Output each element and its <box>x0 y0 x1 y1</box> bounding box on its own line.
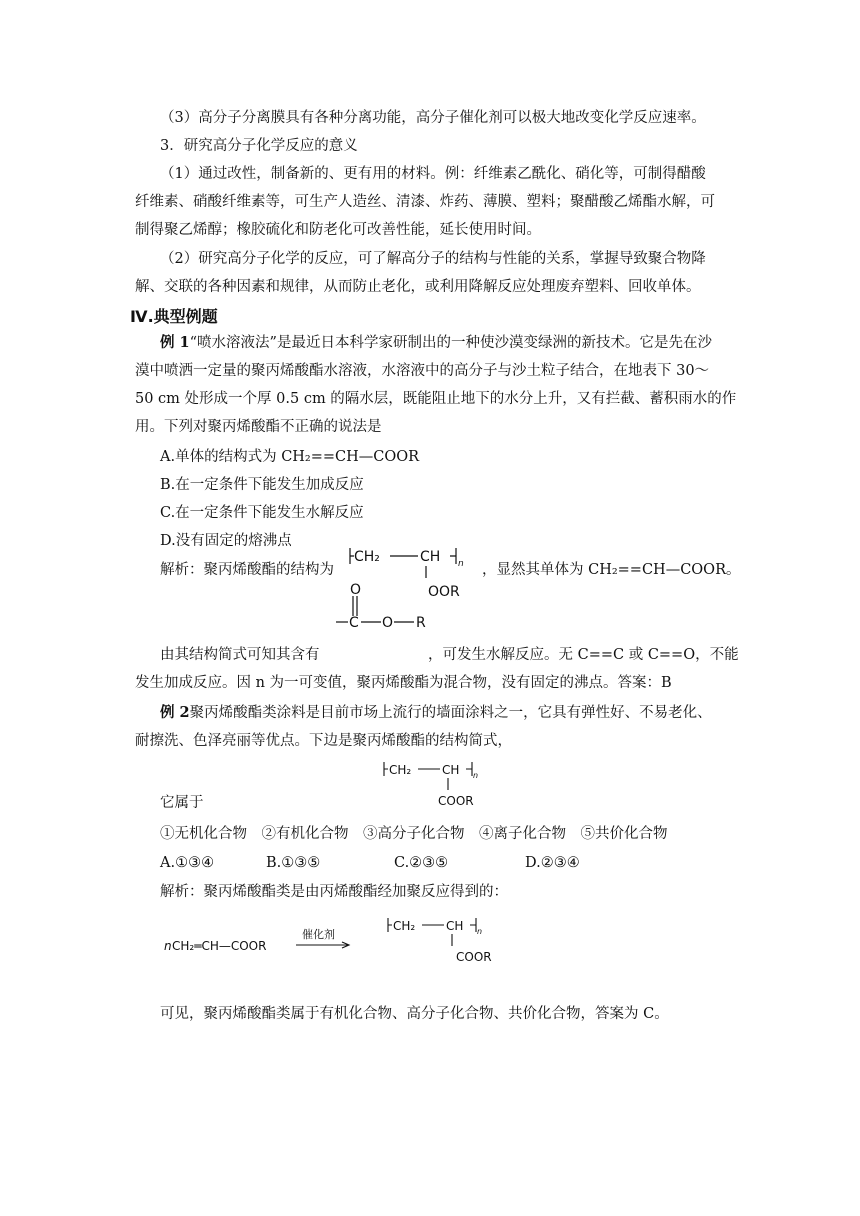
repeat-n: n <box>477 927 483 936</box>
carbonyl-o: O <box>350 582 362 598</box>
ch2-group: CH₂ <box>389 763 412 777</box>
paragraph-degradation-line2: 解、交联的各种因素和规律，从而防止老化，或利用降解反应处理废弃塑料、回收单体。 <box>135 279 701 295</box>
r-group: R <box>416 615 426 631</box>
example1-label: 例 1 <box>160 334 190 351</box>
example1-analysis-monomer: ，显然其单体为 CH₂==CH—COOR。 <box>482 562 741 578</box>
ester-group-structure <box>336 582 436 632</box>
example1-analysis-line2-pre: 由其结构简式可知其含有 <box>160 647 320 663</box>
polymerization-equation <box>160 912 520 968</box>
example1-option-a: A.单体的结构式为 CH₂==CH—COOR <box>160 449 420 465</box>
repeat-n: n <box>458 559 464 569</box>
example1-analysis-line3: 发生加成反应。因 n 为一可变值，聚丙烯酸酯为混合物，没有固定的沸点。答案：B <box>135 675 672 691</box>
oor-group: OOR <box>428 584 460 600</box>
example1-line1: 例 1“喷水溶液法”是最近日本科学家研制出的一种使沙漠变绿洲的新技术。它是先在沙 <box>160 334 712 351</box>
paragraph-membrane: （3）高分子分离膜具有各种分离功能，高分子催化剂可以极大地改变化学反应速率。 <box>160 110 706 126</box>
paragraph-modification-line3: 制得聚乙烯醇；橡胶硫化和防老化可改善性能，延长使用时间。 <box>135 222 541 238</box>
example2-items: ①无机化合物 ②有机化合物 ③高分子化合物 ④离子化合物 ⑤共价化合物 <box>160 826 668 842</box>
section-3-title: 3．研究高分子化学反应的意义 <box>160 138 358 154</box>
example2-line1: 例 2聚丙烯酸酯类涂料是目前市场上流行的墙面涂料之一，它具有弹性好、不易老化、 <box>160 704 712 721</box>
ester-o: O <box>382 615 394 631</box>
example1-analysis-line2-post: ，可发生水解反应。无 C==C 或 C==O，不能 <box>428 647 739 663</box>
paragraph-modification-line1: （1）通过改性，制备新的、更有用的材料。例：纤维素乙酰化、硝化等，可制得醋酸 <box>160 166 706 182</box>
example2-label: 例 2 <box>160 704 190 721</box>
ch-group: CH <box>442 763 460 777</box>
ch2-group: CH₂ <box>393 919 416 933</box>
ch-group: CH <box>420 549 441 565</box>
coor-group: COOR <box>438 794 474 808</box>
carbon-c: C <box>349 615 359 631</box>
ch2-group: CH₂ <box>354 549 380 565</box>
example2-option-b: B.①③⑤ <box>266 855 321 871</box>
polyacrylate-structure-2 <box>380 760 490 810</box>
monomer-formula: CH₂═CH—COOR <box>172 939 267 953</box>
section-heading: Ⅳ.典型例题 <box>130 307 218 326</box>
example1-line2: 漠中喷洒一定量的聚丙烯酸酯水溶液，水溶液中的高分子与沙土粒子结合，在地表下 30～ <box>135 363 710 379</box>
example1-line3: 50 cm 处形成一个厚 0.5 cm 的隔水层，既能阻止地下的水分上升，又有拦截、蓄积雨水的作 <box>135 391 737 407</box>
example1-line4: 用。下列对聚丙烯酸酯不正确的说法是 <box>135 419 382 435</box>
example1-option-c: C.在一定条件下能发生水解反应 <box>160 505 364 521</box>
example2-option-a: A.①③④ <box>160 855 215 871</box>
ch-group: CH <box>446 919 464 933</box>
repeat-n: n <box>473 771 479 780</box>
monomer-n: n <box>164 939 172 953</box>
paragraph-degradation-line1: （2）研究高分子化学的反应，可了解高分子的结构与性能的关系，掌握导致聚合物降 <box>160 251 706 267</box>
example1-option-d: D.没有固定的熔沸点 <box>160 533 292 549</box>
example2-conclusion: 可见，聚丙烯酸酯类属于有机化合物、高分子化合物、共价化合物，答案为 C。 <box>160 1006 669 1022</box>
paragraph-modification-line2: 纤维素、硝酸纤维素等，可生产人造丝、清漆、炸药、薄膜、塑料；聚醋酸乙烯酯水解，可 <box>135 194 715 210</box>
example2-line2: 耐擦洗、色泽亮丽等优点。下边是聚丙烯酸酯的结构简式， <box>135 733 512 749</box>
example2-analysis: 解析：聚丙烯酸酯类是由丙烯酸酯经加聚反应得到的： <box>160 884 508 900</box>
catalyst-label: 催化剂 <box>302 928 335 941</box>
example2-option-d: D.②③④ <box>525 855 580 871</box>
example1-option-b: B.在一定条件下能发生加成反应 <box>160 477 364 493</box>
coor-group: COOR <box>456 950 492 964</box>
example1-analysis-label: 解析：聚丙烯酸酯的结构为 <box>160 562 334 578</box>
example2-line3: 它属于 <box>160 795 204 811</box>
example2-option-c: C.②③⑤ <box>394 855 449 871</box>
